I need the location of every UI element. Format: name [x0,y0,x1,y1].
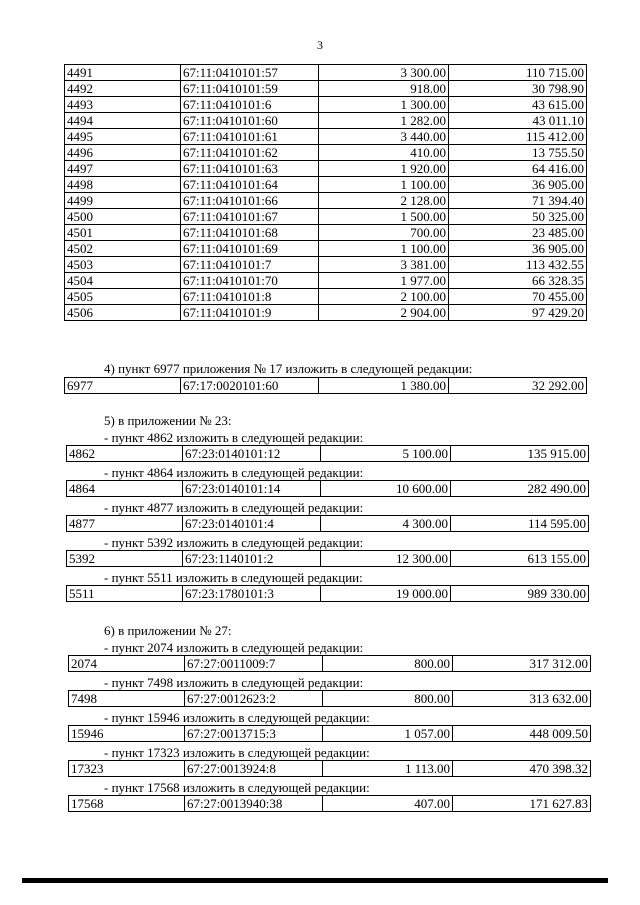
section6-heading: 6) в приложении № 27: [104,623,232,638]
row-number: 17323 [69,761,185,777]
item-instruction: - пункт 17568 изложить в следующей редакции: [104,780,370,795]
row-number: 4498 [65,177,181,193]
cost-value: 313 632.00 [453,691,591,707]
table-row [65,145,587,161]
cost-value: 135 915.00 [451,446,589,462]
item-instruction: - пункт 5511 изложить в следующей редакции: [104,570,363,585]
row-number: 6977 [65,378,181,394]
section5-heading: 5) в приложении № 23: [104,413,232,428]
cost-value: 448 009.50 [453,726,591,742]
row-number: 4504 [65,273,181,289]
area-value: 700.00 [319,225,449,241]
cost-value: 30 798.90 [449,81,587,97]
area-value: 4 300.00 [321,516,451,532]
cost-value: 43 011.10 [449,113,587,129]
row-number: 4506 [65,305,181,321]
page-number: 3 [317,38,323,52]
cost-value: 50 325.00 [449,209,587,225]
row-number: 4497 [65,161,181,177]
area-value: 1 113.00 [323,761,453,777]
area-value: 5 100.00 [321,446,451,462]
cadastral-number: 67:11:0410101:70 [181,273,319,289]
item-instruction: - пункт 4862 изложить в следующей редакции: [104,430,364,445]
main-table [64,64,587,321]
row-number: 4495 [65,129,181,145]
cadastral-number: 67:23:1140101:2 [183,551,321,567]
cadastral-number: 67:11:0410101:9 [181,305,319,321]
row-number: 4862 [67,446,183,462]
cadastral-number: 67:11:0410101:63 [181,161,319,177]
table-row [65,257,587,273]
item-table [66,515,589,532]
row-number: 7498 [69,691,185,707]
cadastral-number: 67:27:0011009:7 [185,656,323,672]
cost-value: 115 412.00 [449,129,587,145]
area-value: 800.00 [323,691,453,707]
table-row [69,796,591,812]
row-number: 4501 [65,225,181,241]
cost-value: 43 615.00 [449,97,587,113]
table-row [67,551,589,567]
cost-value: 114 595.00 [451,516,589,532]
item-instruction: - пункт 5392 изложить в следующей редакции: [104,535,364,550]
row-number: 4502 [65,241,181,257]
row-number: 5392 [67,551,183,567]
cadastral-number: 67:11:0410101:69 [181,241,319,257]
cadastral-number: 67:11:0410101:68 [181,225,319,241]
cost-value: 989 330.00 [451,586,589,602]
table-row [65,161,587,177]
item-table [66,585,589,602]
item-table [66,445,589,462]
cadastral-number: 67:11:0410101:6 [181,97,319,113]
cost-value: 70 455.00 [449,289,587,305]
item-instruction: - пункт 17323 изложить в следующей редакции: [104,745,370,760]
section4-heading: 4) пункт 6977 приложения № 17 изложить в следующей редакции: [104,361,473,376]
row-number: 4505 [65,289,181,305]
table-row [65,113,587,129]
row-number: 4864 [67,481,183,497]
item-instruction: - пункт 4877 изложить в следующей редакции: [104,500,364,515]
row-number: 4491 [65,65,181,81]
row-number: 5511 [67,586,183,602]
table-row [65,177,587,193]
item-table [68,795,591,812]
footer-divider [22,878,608,883]
table-row [65,273,587,289]
cost-value: 613 155.00 [451,551,589,567]
item-table [66,550,589,567]
row-number: 4500 [65,209,181,225]
table-row [65,193,587,209]
area-value: 12 300.00 [321,551,451,567]
table-row [69,691,591,707]
cost-value: 32 292.00 [449,378,587,394]
area-value: 1 977.00 [319,273,449,289]
cost-value: 171 627.83 [453,796,591,812]
cost-value: 36 905.00 [449,177,587,193]
item-table [66,480,589,497]
cadastral-number: 67:11:0410101:57 [181,65,319,81]
cadastral-number: 67:11:0410101:7 [181,257,319,273]
area-value: 3 381.00 [319,257,449,273]
area-value: 1 920.00 [319,161,449,177]
row-number: 15946 [69,726,185,742]
cadastral-number: 67:23:0140101:4 [183,516,321,532]
cost-value: 23 485.00 [449,225,587,241]
area-value: 410.00 [319,145,449,161]
item-table [68,760,591,777]
cadastral-number: 67:23:0140101:12 [183,446,321,462]
table-row [67,446,589,462]
table-row [65,241,587,257]
cost-value: 71 394.40 [449,193,587,209]
item-instruction: - пункт 15946 изложить в следующей редакции: [104,710,370,725]
table-row [69,726,591,742]
cost-value: 317 312.00 [453,656,591,672]
cost-value: 64 416.00 [449,161,587,177]
row-number: 4503 [65,257,181,273]
row-number: 4496 [65,145,181,161]
cadastral-number: 67:11:0410101:8 [181,289,319,305]
cost-value: 282 490.00 [451,481,589,497]
cadastral-number: 67:27:0012623:2 [185,691,323,707]
row-number: 4877 [67,516,183,532]
item-instruction: - пункт 7498 изложить в следующей редакции: [104,675,364,690]
table-row [65,209,587,225]
cadastral-number: 67:11:0410101:66 [181,193,319,209]
table-row [65,378,587,394]
row-number: 4499 [65,193,181,209]
area-value: 1 100.00 [319,241,449,257]
cadastral-number: 67:11:0410101:67 [181,209,319,225]
table-row [65,129,587,145]
cost-value: 470 398.32 [453,761,591,777]
item-table [68,690,591,707]
item-instruction: - пункт 2074 изложить в следующей редакции: [104,640,364,655]
area-value: 407.00 [323,796,453,812]
area-value: 3 440.00 [319,129,449,145]
area-value: 3 300.00 [319,65,449,81]
item-table [68,725,591,742]
table-row [69,761,591,777]
cost-value: 110 715.00 [449,65,587,81]
area-value: 918.00 [319,81,449,97]
table-row [67,516,589,532]
table-row [65,289,587,305]
area-value: 10 600.00 [321,481,451,497]
section4-table [64,377,587,394]
cadastral-number: 67:11:0410101:64 [181,177,319,193]
cadastral-number: 67:17:0020101:60 [181,378,319,394]
cadastral-number: 67:23:0140101:14 [183,481,321,497]
cost-value: 113 432.55 [449,257,587,273]
item-instruction: - пункт 4864 изложить в следующей редакции: [104,465,364,480]
area-value: 800.00 [323,656,453,672]
row-number: 4493 [65,97,181,113]
cadastral-number: 67:23:1780101:3 [183,586,321,602]
cadastral-number: 67:11:0410101:61 [181,129,319,145]
area-value: 1 380.00 [319,378,449,394]
row-number: 4494 [65,113,181,129]
cadastral-number: 67:27:0013940:38 [185,796,323,812]
cadastral-number: 67:11:0410101:59 [181,81,319,97]
table-row [67,481,589,497]
table-row [65,225,587,241]
area-value: 1 057.00 [323,726,453,742]
row-number: 2074 [69,656,185,672]
area-value: 2 100.00 [319,289,449,305]
area-value: 1 282.00 [319,113,449,129]
table-row [67,586,589,602]
area-value: 2 904.00 [319,305,449,321]
cadastral-number: 67:27:0013715:3 [185,726,323,742]
area-value: 2 128.00 [319,193,449,209]
cadastral-number: 67:11:0410101:60 [181,113,319,129]
cost-value: 97 429.20 [449,305,587,321]
cadastral-number: 67:27:0013924:8 [185,761,323,777]
table-row [65,305,587,321]
cost-value: 66 328.35 [449,273,587,289]
item-table [68,655,591,672]
cost-value: 13 755.50 [449,145,587,161]
table-row [69,656,591,672]
row-number: 17568 [69,796,185,812]
area-value: 1 100.00 [319,177,449,193]
table-row [65,65,587,81]
area-value: 1 300.00 [319,97,449,113]
area-value: 19 000.00 [321,586,451,602]
row-number: 4492 [65,81,181,97]
cadastral-number: 67:11:0410101:62 [181,145,319,161]
table-row [65,81,587,97]
area-value: 1 500.00 [319,209,449,225]
cost-value: 36 905.00 [449,241,587,257]
table-row [65,97,587,113]
